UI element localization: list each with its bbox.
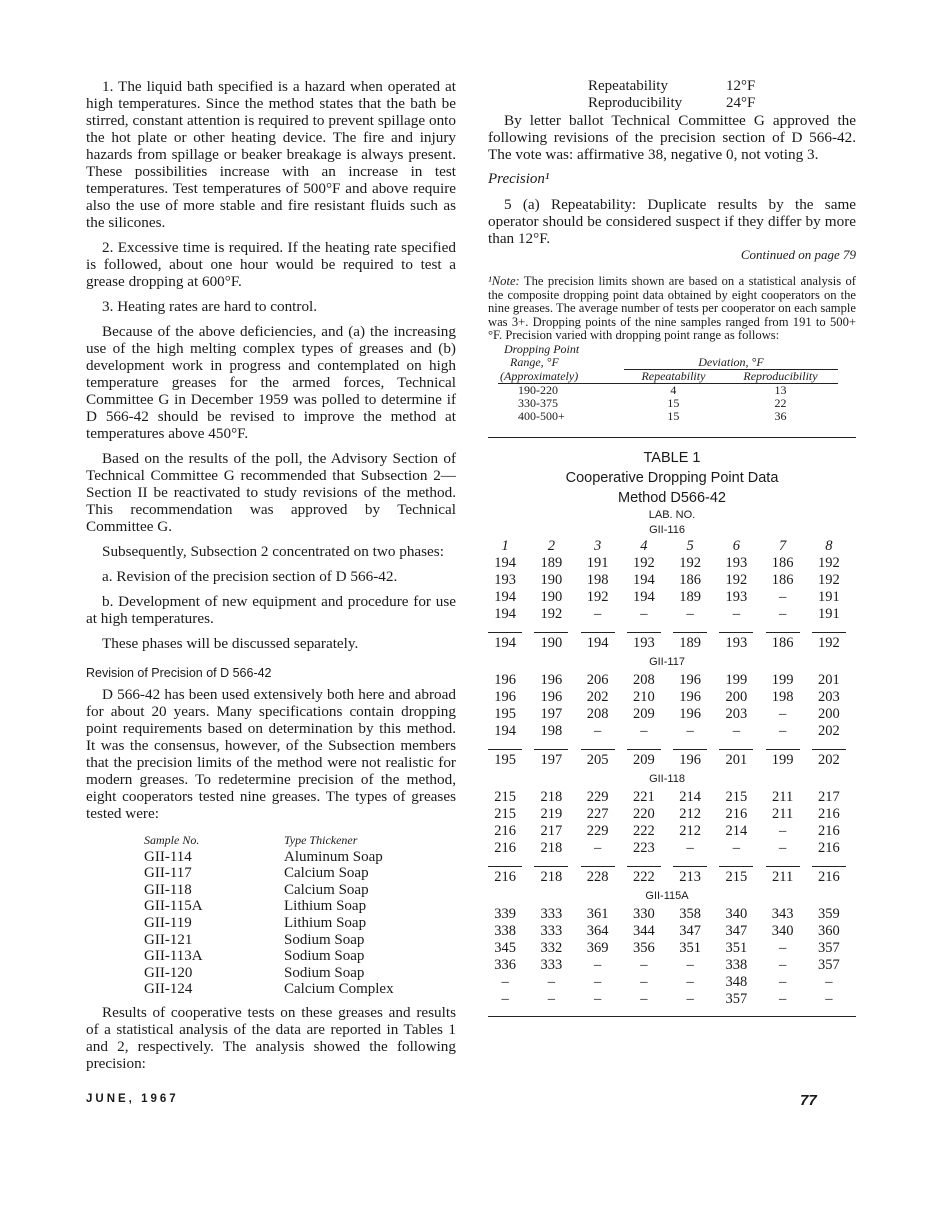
cell: 356 <box>633 939 655 956</box>
cell: – <box>779 822 787 839</box>
group-label-row <box>482 522 852 538</box>
nt-head-1: Dropping Point <box>504 341 580 356</box>
cell: 351 <box>679 939 701 956</box>
data-row <box>482 572 852 589</box>
cell: 208 <box>633 671 655 688</box>
cell: 206 <box>586 671 609 688</box>
cell: 338 <box>494 922 516 939</box>
paragraph-ballot: By letter ballot Technical Committee G approved the following revisions of the precision section of D 566-42. The vote was: affirmative 38, negative 0, not voting 3. <box>488 112 856 163</box>
sample-no: GII-121 <box>144 931 193 948</box>
paragraph: a. Revision of the precision section of D 566-42. <box>102 568 398 585</box>
nt-head-5: Repeatability <box>641 368 706 383</box>
sample-no: GII-117 <box>144 865 192 882</box>
cell: 199 <box>725 671 748 688</box>
cell: 194 <box>633 588 655 605</box>
cell: 192 <box>818 571 840 588</box>
cell: 190 <box>540 571 563 588</box>
cell: 345 <box>494 939 516 956</box>
cell: – <box>686 990 694 1007</box>
paragraph: 3. Heating rates are hard to control. <box>102 298 318 315</box>
group-name: GII-118 <box>649 772 685 785</box>
type-thickener: Sodium Soap <box>284 948 365 965</box>
nt-cell: 400-500+ <box>518 408 565 423</box>
type-thickener: Aluminum Soap <box>284 848 383 865</box>
group-name: GII-115A <box>645 889 689 902</box>
cell: – <box>825 990 833 1007</box>
cell: 202 <box>586 688 609 705</box>
cell: – <box>594 973 602 990</box>
cell: 6 <box>732 537 740 554</box>
cell: 191 <box>818 605 840 622</box>
cell: 194 <box>494 605 516 622</box>
cell: 348 <box>725 973 748 990</box>
cell: 369 <box>586 939 609 956</box>
table1-header <box>488 448 856 522</box>
cell: 215 <box>494 805 516 822</box>
cell: 198 <box>586 571 609 588</box>
page-number: 77 <box>800 1092 817 1109</box>
precision-label: Repeatability <box>588 78 668 94</box>
cell: 186 <box>679 571 701 588</box>
data-row <box>482 555 852 572</box>
divider-row <box>482 740 852 752</box>
footnote-label: ¹Note: <box>488 274 520 288</box>
cell: 193 <box>725 554 748 571</box>
cell: 210 <box>633 688 655 705</box>
cell: – <box>779 956 787 973</box>
cell: 343 <box>771 905 794 922</box>
cell: 192 <box>679 554 701 571</box>
group-name: GII-117 <box>649 655 685 668</box>
cell: – <box>640 990 648 1007</box>
cell: 338 <box>725 956 748 973</box>
cell: 3 <box>594 537 602 554</box>
cell: 196 <box>540 671 563 688</box>
cell: – <box>594 722 602 739</box>
cell: 347 <box>679 922 701 939</box>
cell: – <box>686 839 694 856</box>
cell: 201 <box>725 751 748 768</box>
data-row <box>482 974 852 991</box>
nt-head-3: Deviation, °F <box>624 356 838 370</box>
data-row <box>482 606 852 623</box>
cell: 339 <box>494 905 516 922</box>
cell: 216 <box>818 805 840 822</box>
cell: – <box>594 605 602 622</box>
paragraph: Based on the results of the poll, the Advisory Section of Technical Committee G recommended that Subsection 2—Section II be reactivated to study revisions of the method. This recommendation was approved by Technical Committee G. <box>86 450 456 535</box>
cell: 357 <box>818 939 840 956</box>
paragraph: 2. Excessive time is required. If the heating rate specified is followed, about one hour would be required to test a grease dropping at 600°F. <box>86 239 456 290</box>
left-paragraphs <box>86 78 456 652</box>
cell: 218 <box>540 788 563 805</box>
cell: 208 <box>586 705 609 722</box>
cell: 344 <box>633 922 655 939</box>
precision-label: Reproducibility <box>588 95 683 111</box>
sample-no: GII-124 <box>144 981 193 998</box>
table1-title: TABLE 1 <box>643 449 701 466</box>
cell: 8 <box>825 537 833 554</box>
cell: 190 <box>540 634 563 651</box>
types-header: Sample No. <box>144 833 200 847</box>
cell: 364 <box>586 922 609 939</box>
average-row <box>482 869 852 886</box>
cell: 192 <box>633 554 655 571</box>
data-row <box>482 672 852 689</box>
sample-no: GII-120 <box>144 964 193 981</box>
cell: 194 <box>494 588 516 605</box>
paragraph: b. Development of new equipment and procedure for use at high temperatures. <box>86 593 456 627</box>
data-row <box>482 789 852 806</box>
precision-title: Precision¹ <box>488 171 550 187</box>
cell: – <box>779 722 787 739</box>
cell: 192 <box>586 588 609 605</box>
type-thickener: Calcium Soap <box>284 881 369 898</box>
group-name: GII-116 <box>649 523 685 536</box>
cell: 218 <box>540 839 563 856</box>
cell: 222 <box>633 868 655 885</box>
footnote-text: The precision limits shown are based on a statistical analysis of the composite dropping point data obtained by eight cooperators on the nine greases. The average number of tests per cooperator on each sample was 3+. Dropping points of the nine samples ranged from 191 to 500+°F. Precision varied with dropping point range as follows: <box>488 274 856 343</box>
cell: 216 <box>818 839 840 856</box>
sample-no: GII-118 <box>144 881 192 898</box>
cell: 216 <box>494 868 516 885</box>
cell: 189 <box>679 588 701 605</box>
cell: 228 <box>586 868 609 885</box>
cell: – <box>686 956 694 973</box>
lab-number-row <box>482 538 852 555</box>
nt-head-2: Range, °F <box>510 355 559 370</box>
footnote <box>488 275 856 343</box>
cell: 196 <box>679 751 701 768</box>
cell: 198 <box>771 688 794 705</box>
cell: – <box>732 722 740 739</box>
paragraph: These phases will be discussed separately. <box>102 635 359 652</box>
data-row <box>482 806 852 823</box>
cell: 330 <box>633 905 655 922</box>
nt-head-6: Reproducibility <box>743 368 818 383</box>
sample-no: GII-114 <box>144 848 192 865</box>
nt-cell: 330-375 <box>518 395 558 410</box>
continued-note: Continued on page 79 <box>740 247 856 262</box>
grease-types-table <box>144 832 456 998</box>
cell: 211 <box>772 868 794 885</box>
table1-method: Method D566-42 <box>617 489 726 506</box>
cell: 340 <box>725 905 748 922</box>
cell: 340 <box>771 922 794 939</box>
cell: 347 <box>725 922 748 939</box>
cell: 7 <box>779 537 787 554</box>
cell: 359 <box>818 905 840 922</box>
cell: – <box>686 973 694 990</box>
cell: 5 <box>686 537 694 554</box>
cell: 351 <box>725 939 748 956</box>
cell: 193 <box>725 634 748 651</box>
cell: – <box>547 990 555 1007</box>
cell: 229 <box>586 788 609 805</box>
divider-row <box>482 623 852 635</box>
cell: 199 <box>771 751 794 768</box>
precision-range-table <box>498 343 838 423</box>
table1-lab-label: LAB. NO. <box>648 508 696 521</box>
section-heading: Revision of Precision of D 566-42 <box>86 666 272 680</box>
data-row <box>482 923 852 940</box>
cell: 218 <box>540 868 563 885</box>
average-row <box>482 752 852 769</box>
precision-line <box>588 78 856 95</box>
cell: 219 <box>540 805 563 822</box>
cell: 361 <box>586 905 609 922</box>
precision-line <box>588 95 856 112</box>
cell: 195 <box>494 751 516 768</box>
data-row <box>482 940 852 957</box>
cell: 221 <box>633 788 655 805</box>
cell: 358 <box>679 905 701 922</box>
cell: – <box>501 973 509 990</box>
nt-cell: 15 <box>667 395 680 410</box>
cell: – <box>547 973 555 990</box>
data-row <box>482 689 852 706</box>
cell: 186 <box>771 571 794 588</box>
type-thickener: Calcium Complex <box>284 981 394 998</box>
cell: 192 <box>818 554 840 571</box>
data-row <box>482 723 852 740</box>
cell: – <box>640 973 648 990</box>
cell: – <box>501 990 509 1007</box>
dropping-point-table <box>482 522 852 1008</box>
data-row <box>482 589 852 606</box>
type-thickener: Lithium Soap <box>284 898 367 915</box>
cell: 193 <box>633 634 655 651</box>
cell: – <box>779 973 787 990</box>
cell: 209 <box>633 705 655 722</box>
cell: 196 <box>679 705 701 722</box>
table-rule-bottom <box>488 1016 856 1017</box>
data-row <box>482 957 852 974</box>
cell: – <box>640 956 648 973</box>
cell: 216 <box>494 839 516 856</box>
cell: 193 <box>725 588 748 605</box>
cell: 186 <box>771 554 794 571</box>
cell: 360 <box>818 922 840 939</box>
cell: 2 <box>547 537 555 554</box>
type-thickener: Lithium Soap <box>284 914 367 931</box>
sample-no: GII-113A <box>144 948 203 965</box>
cell: 196 <box>679 688 701 705</box>
cell: 194 <box>494 554 516 571</box>
precision-value: 24°F <box>726 95 756 111</box>
precision-value: 12°F <box>726 78 756 94</box>
cell: 217 <box>818 788 840 805</box>
nt-cell: 13 <box>774 382 787 397</box>
cell: 186 <box>771 634 794 651</box>
cell: 203 <box>725 705 748 722</box>
cell: 194 <box>494 722 516 739</box>
type-thickener: Sodium Soap <box>284 964 365 981</box>
nt-cell: 190-220 <box>518 382 558 397</box>
cell: 216 <box>725 805 748 822</box>
cell: 201 <box>818 671 840 688</box>
cell: 223 <box>633 839 655 856</box>
cell: – <box>732 839 740 856</box>
cell: 202 <box>818 751 840 768</box>
sample-no: GII-115A <box>144 898 203 915</box>
nt-head-4: (Approximately) <box>500 368 579 383</box>
nt-row <box>498 383 838 397</box>
cell: 192 <box>540 605 563 622</box>
cell: – <box>686 722 694 739</box>
group-label-row <box>482 886 852 906</box>
cell: – <box>640 722 648 739</box>
types-header: Type Thickener <box>284 833 358 847</box>
cell: 336 <box>494 956 516 973</box>
cell: – <box>594 956 602 973</box>
group-label-row <box>482 652 852 672</box>
cell: 200 <box>725 688 748 705</box>
cell: – <box>779 705 787 722</box>
cell: 194 <box>633 571 655 588</box>
cell: – <box>686 605 694 622</box>
footer-date: JUNE, 1967 <box>86 1093 179 1105</box>
nt-cell: 36 <box>774 408 787 423</box>
cell: 227 <box>586 805 609 822</box>
cell: – <box>825 973 833 990</box>
cell: 216 <box>818 868 840 885</box>
cell: 215 <box>725 788 748 805</box>
type-thickener: Sodium Soap <box>284 931 365 948</box>
cell: – <box>594 990 602 1007</box>
cell: – <box>779 588 787 605</box>
data-row <box>482 906 852 923</box>
cell: 333 <box>540 905 563 922</box>
cell: 1 <box>501 537 509 554</box>
cell: 332 <box>540 939 563 956</box>
cell: 196 <box>540 688 563 705</box>
cell: 190 <box>540 588 563 605</box>
cell: – <box>594 839 602 856</box>
cell: – <box>779 839 787 856</box>
paragraph-history: D 566-42 has been used extensively both here and abroad for about 20 years. Many specifications contain dropping point requirements based on determination by this method. It was the consensus, however, of the Subsection members that the precision limits of the method were not realistic for modern greases. To redetermine precision of the method, eight cooperators tested nine greases. The types of greases tested were: <box>86 686 456 822</box>
paragraph: Because of the above deficiencies, and (a) the increasing use of the high melting complex types of greases and (b) development work in progress and contemplated on high temperature greases for the armed forces, Technical Committee G in December 1959 was polled to determine if D 566-42 should be revised to improve the method at temperatures above 450°F. <box>86 323 456 442</box>
precision-values <box>588 78 856 112</box>
cell: 200 <box>818 705 840 722</box>
cell: 214 <box>679 788 701 805</box>
cell: – <box>779 939 787 956</box>
sample-no: GII-119 <box>144 914 192 931</box>
cell: 357 <box>818 956 840 973</box>
paragraph-results: Results of cooperative tests on these greases and results of a statistical analysis of the data are reported in Tables 1 and 2, respectively. The analysis showed the following precision: <box>86 1003 456 1072</box>
cell: 220 <box>633 805 655 822</box>
left-column <box>86 78 456 1072</box>
table-rule-top <box>488 437 856 438</box>
divider-row <box>482 857 852 869</box>
cell: 193 <box>494 571 516 588</box>
cell: – <box>640 605 648 622</box>
cell: 196 <box>679 671 701 688</box>
cell: 211 <box>772 805 794 822</box>
cell: 217 <box>540 822 563 839</box>
cell: 212 <box>679 805 701 822</box>
nt-row <box>498 410 838 423</box>
cell: – <box>732 605 740 622</box>
nt-cell: 22 <box>774 395 787 410</box>
cell: 216 <box>494 822 516 839</box>
cell: 205 <box>586 751 609 768</box>
data-row <box>482 706 852 723</box>
cell: – <box>779 605 787 622</box>
nt-cell: 4 <box>670 382 677 397</box>
cell: 215 <box>494 788 516 805</box>
cell: 212 <box>679 822 701 839</box>
cell: 197 <box>540 751 563 768</box>
paragraph: Subsequently, Subsection 2 concentrated on two phases: <box>102 543 444 560</box>
cell: 333 <box>540 956 563 973</box>
cell: 196 <box>494 688 516 705</box>
cell: 191 <box>818 588 840 605</box>
average-row <box>482 635 852 652</box>
data-row <box>482 840 852 857</box>
cell: 194 <box>586 634 609 651</box>
cell: 199 <box>771 671 794 688</box>
cell: 229 <box>586 822 609 839</box>
cell: 214 <box>725 822 748 839</box>
cell: 209 <box>633 751 655 768</box>
cell: 196 <box>494 671 516 688</box>
cell: 203 <box>818 688 840 705</box>
cell: 211 <box>772 788 794 805</box>
cell: 4 <box>640 537 648 554</box>
cell: 197 <box>540 705 563 722</box>
cell: 333 <box>540 922 563 939</box>
cell: 189 <box>679 634 701 651</box>
cell: 192 <box>818 634 840 651</box>
cell: 194 <box>494 634 516 651</box>
cell: 195 <box>494 705 516 722</box>
nt-cell: 15 <box>667 408 680 423</box>
cell: 213 <box>679 868 701 885</box>
cell: 198 <box>540 722 563 739</box>
data-row <box>482 991 852 1008</box>
cell: 192 <box>725 571 748 588</box>
cell: 216 <box>818 822 840 839</box>
paragraph: 1. The liquid bath specified is a hazard when operated at high temperatures. Since the method states that the bath be stirred, constant attention is required to prevent spillage onto the hot plate or other heating device. The fire and injury hazards from spillage or beaker breakage is always present. These possibilities increase with an increase in test temperatures. Test temperatures of 500°F and above require also the use of more stable and fire resistant fluids such as the silicones. <box>86 78 456 231</box>
right-column <box>488 78 856 1017</box>
type-thickener: Calcium Soap <box>284 865 369 882</box>
cell: 191 <box>586 554 609 571</box>
cell: – <box>779 990 787 1007</box>
cell: 215 <box>725 868 748 885</box>
cell: 222 <box>633 822 655 839</box>
paragraph-repeatability: 5 (a) Repeatability: Duplicate results by the same operator should be considered suspect if they differ by more than 12°F. <box>488 196 856 247</box>
table1-subtitle: Cooperative Dropping Point Data <box>565 469 779 486</box>
cell: 189 <box>540 554 563 571</box>
data-row <box>482 823 852 840</box>
cell: 357 <box>725 990 748 1007</box>
group-label-row <box>482 769 852 789</box>
cell: 202 <box>818 722 840 739</box>
